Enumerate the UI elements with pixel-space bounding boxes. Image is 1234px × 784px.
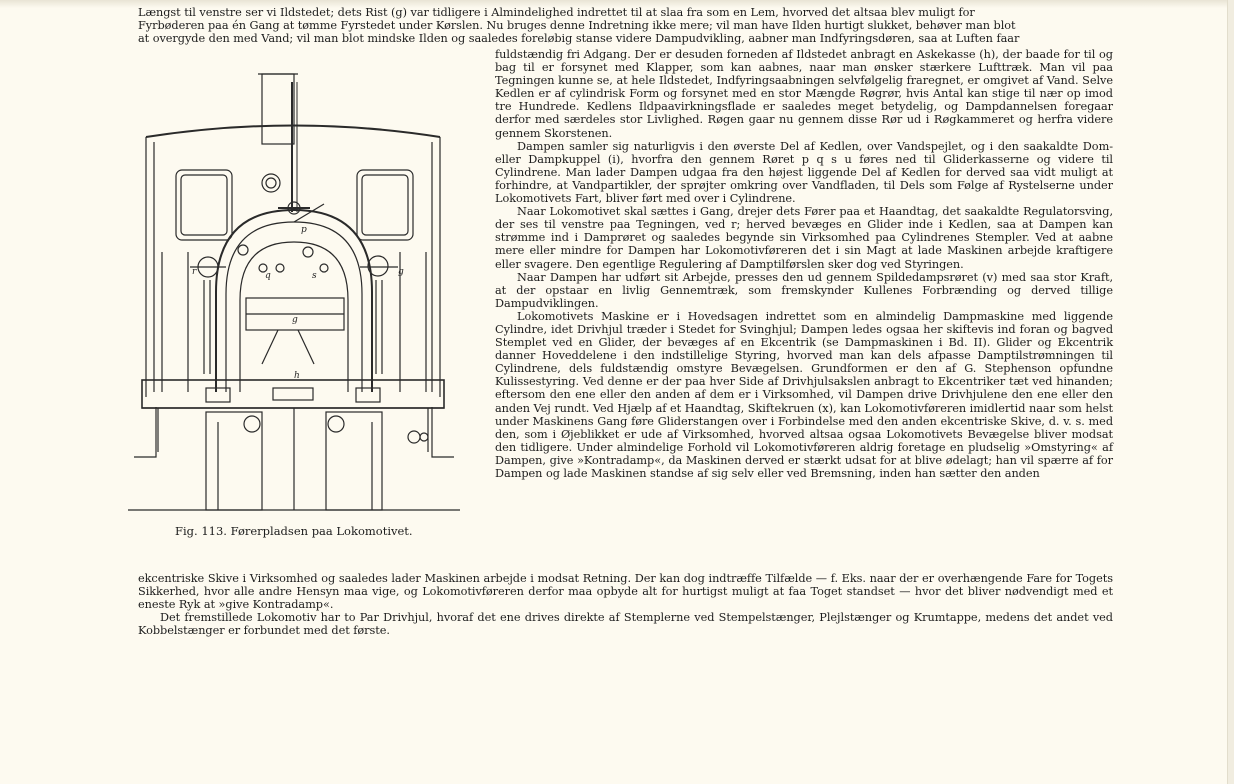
cab-window-right — [357, 170, 413, 240]
figure-label: r — [192, 267, 197, 277]
paragraph: ekcentriske Skive i Virksomhed og saaledes lader Maskinen arbejde i modsat Retning. Der kan dog indtræffe Tilfælde — f. Eks. naar der er overhængende Fare for Togets Sikkerhed, hvor alle andre Hensyn maa vige, og Lokomotivføreren derfor maa opbyde alt for hurtigst muligt at faa Toget standset — hvor det bliver nødvendigt med et eneste Ryk at »give Kontradamp«. — [138, 572, 1113, 612]
page-right-edge — [1227, 0, 1234, 784]
paragraph: Lokomotivets Maskine er i Hovedsagen indrettet som en almindelig Dampmaskine med liggende Cylindre, idet Drivhjul træder i Stedet for Svinghjul; Dampen ledes ogsaa her skiftevis ind foran og bagved Stemplet ved en Glider, der bevæges af en Ekcentrik (se Dampmaskinen i Bd. II). Glider og Ekcentrik danner Hoveddelene i den indstillelige Styring, hvorved man kan dels afpasse Damptilstrømningen til Cylindrene, dels fuldstændig omstyre Bevægelsen. Grundformen er den af G. Stephenson opfundne Kulissestyring. Ved denne er der paa hver Side af Drivhjulsakslen anbragt to Ekcentriker tæt ved hinanden; eftersom den ene eller den anden af dem er i Virksomhed, vil Dampen drive Drivhjulene den ene eller den anden Vej rundt. Ved Hjælp af et Haandtag, Skiftekruen (x), kan Lokomotivføreren imidlertid naar som helst under Maskinens Gang føre Gliderstangen over i Forbindelse med den anden ekcentriske Skive, d. v. s. med den, som i Øjeblikket er ude af Virksomhed, hvorved altsaa ogsaa Lokomotivets Bevægelse bliver modsat den tidligere. Under almindelige Forhold vil Lokomotivføreren aldrig foretage en pludselig »Omstyring« af Dampen, give »Kontradamp«, da Maskinen derved er stærkt udsat for at blive ødelagt; han vil spærre af for Dampen og lade Maskinen standse af sig selv eller ved Bremsning, inden han sætter den anden — [495, 309, 1113, 480]
text-line: at overgyde den med Vand; vil man blot mindske Ilden og saaledes foreløbig stanse videre Dampudvikling, aabner man Indfyringsdøren, saa at Luften faar — [138, 32, 1020, 46]
figure-label: p — [301, 225, 307, 235]
figure-label: h — [294, 371, 300, 381]
figure-label: g — [292, 315, 298, 325]
text-bottom-block — [138, 572, 1113, 637]
text-line: Længst til venstre ser vi Ildstedet; dets Rist (g) var tidligere i Almindelighed indrettet til at slaa fra som en Lem, hvorved det altsaa blev muligt for — [138, 6, 975, 19]
paragraph: Naar Dampen har udført sit Arbejde, presses den ud gennem Spildedampsrøret (v) med saa stor Kraft, at der opstaar en livlig Gennemtræk, som fremskynder Kullenes Forbrænding og derved tillige Dampudviklingen. — [495, 270, 1113, 310]
figure-label: s — [312, 271, 317, 281]
buffer-beam — [142, 380, 444, 408]
paragraph: fuldstændig fri Adgang. Der er desuden forneden af Ildstedet anbragt en Askekasse (h), der baade for til og bag til er forsynet med Klapper, som kan aabnes, naar man ønsker stærkere Lufttræk. Man vil paa Tegningen kunne se, at hele Ildstedet, Indfyringsaabningen selvfølgelig fraregnet, er omgivet af Vand. Selve Kedlen er af cylindrisk Form og forsynet med en stor Mængde Røgrør, hvis Antal kan stige til nær op imod tre Hundrede. Kedlens Ildpaavirkningsflade er saaledes meget betydelig, og Dampdannelsen foregaar derfor med særdeles stor Livlighed. Røgen gaar nu gennem disse Rør ud i Røgkammeret og herfra videre gennem Skorstenen. — [495, 48, 1113, 140]
text-right-column — [495, 48, 1113, 480]
chimney — [262, 74, 294, 144]
figure-caption: Fig. 113. Førerpladsen paa Lokomotivet. — [175, 524, 413, 538]
cab-window-left — [176, 170, 232, 240]
figure-label: q — [265, 271, 271, 281]
paragraph: Naar Lokomotivet skal sættes i Gang, drejer dets Fører paa et Haandtag, det saakaldte Regulatorsving, der ses til venstre paa Tegningen, ved r; herved bevæges en Glider inde i Kedlen, saa at Dampen kan strømme ind i Damprøret og saaledes begynde sin Virksomhed paa Cylindrenes Stempler. Ved at aabne mere eller mindre for Dampen har Lokomotivføreren det i sin Magt at lade Maskinen arbejde kraftigere eller svagere. Den egentlige Regulering af Damptilførslen sker dog ved Styringen. — [495, 205, 1113, 271]
pressure-gauge — [262, 174, 280, 192]
figure-label: g — [398, 267, 404, 277]
locomotive-cab-figure — [128, 62, 460, 514]
text-line: Fyrbøderen paa én Gang at tømme Fyrstedet under Kørslen. Nu bruges denne Indretning ikke mere; vil man have Ilden hurtigt slukket, behøver man blot — [138, 19, 1016, 33]
locomotive-cab-drawing — [128, 62, 460, 514]
paragraph: Det fremstillede Lokomotiv har to Par Drivhjul, hvoraf det ene drives direkte af Stemplerne ved Stempelstænger, Plejlstænger og Krumtappe, medens det andet ved Kobbelstænger er forbundet med det første. — [138, 611, 1113, 638]
text-top-block — [138, 6, 1113, 45]
paragraph: Dampen samler sig naturligvis i den øverste Del af Kedlen, over Vandspejlet, og i den saakaldte Dom- eller Dampkuppel (i), hvorfra den gennem Røret p q s u føres ned til Gliderkasserne og videre til Cylindrene. Man lader Dampen udgaa fra den højest liggende Del af Kedlen for derved saa vidt muligt at forhindre, at Vandpartikler, der sprøjter omkring over Vandfladen, til Dels som Følge af Rystelserne under Lokomotivets Fart, bliver ført med over i Cylindrene. — [495, 139, 1113, 206]
